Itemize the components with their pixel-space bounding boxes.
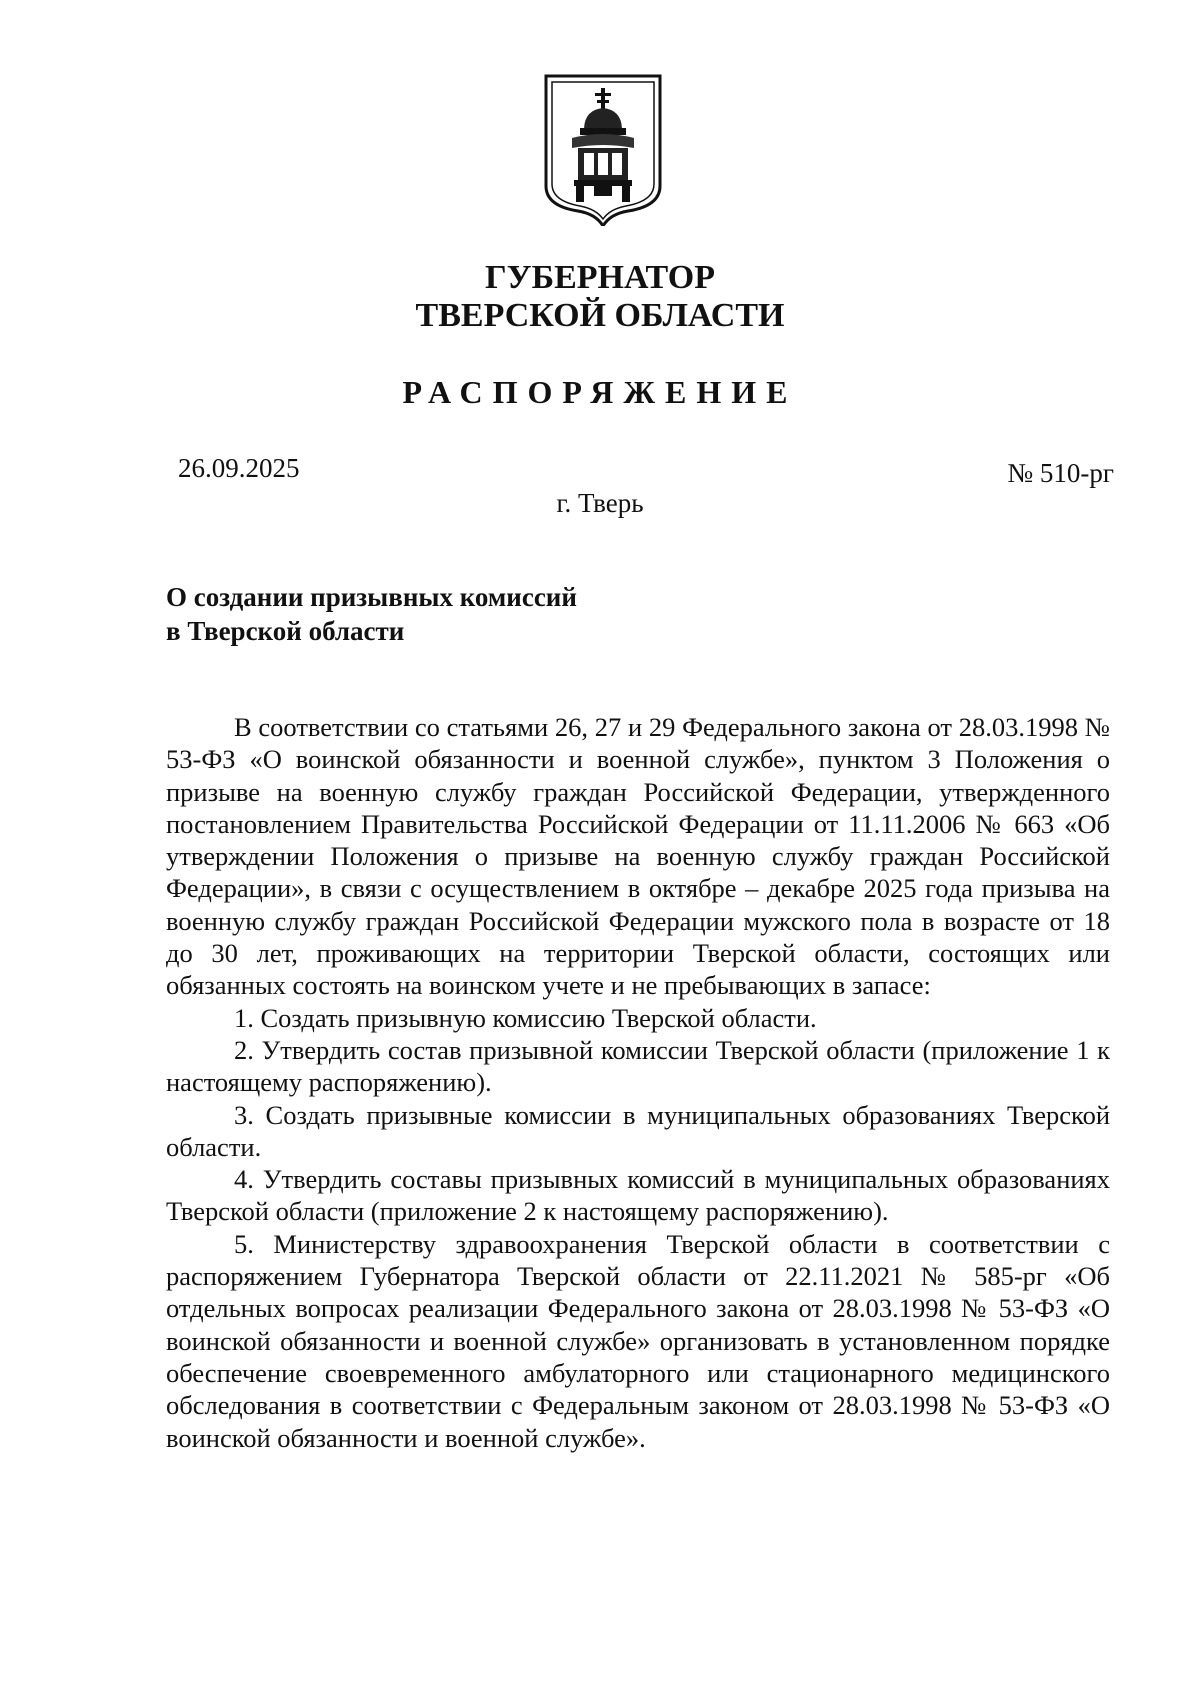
document-title <box>166 580 577 648</box>
tver-coat-of-arms-icon <box>538 68 668 226</box>
document-type: РАСПОРЯЖЕНИЕ <box>402 374 798 410</box>
order-item-3: 3. Создать призывные комиссии в муниципальных образованиях Тверской области. <box>166 1099 1110 1162</box>
document-number: № 510-рг <box>1007 458 1114 488</box>
document-date: 26.09.2025 <box>178 453 300 483</box>
document-body <box>166 711 1110 1454</box>
document-title-line1: О создании призывных комиссий <box>166 582 577 612</box>
preamble-paragraph: В соответствии со статьями 26, 27 и 29 Федерального закона от 28.03.1998 № 53-ФЗ «О воинской обязанности и военной службе», пунктом 3 Положения о призыве на военную службу граждан Российской Федерации, утвержденного постановлением Правительства Российской Федерации от 11.11.2006 № 663 «Об утверждении Положения о призыве на военную службу граждан Российской Федерации», в связи с осуществлением в октябре – декабре 2025 года призыва на военную службу граждан Российской Федерации мужского пола в возрасте от 18 до 30 лет, проживающих на территории Тверской области, состоящих или обязанных состоять на воинском учете и не пребывающих в запасе: <box>166 712 1110 1001</box>
document-city: г. Тверь <box>556 488 644 518</box>
issuer-title-line1: ГУБЕРНАТОР <box>485 259 715 296</box>
document-title-line2: в Тверской области <box>166 616 405 646</box>
order-item-2: 2. Утвердить состав призывной комиссии Тверской области (приложение 1 к настоящему распоряжению). <box>166 1034 1110 1098</box>
issuer-title-line2: ТВЕРСКОЙ ОБЛАСТИ <box>415 297 785 334</box>
order-item-4: 4. Утвердить составы призывных комиссий в муниципальных образованиях Тверской области (приложение 2 к настоящему распоряжению). <box>166 1164 1110 1227</box>
order-item-1: 1. Создать призывную комиссию Тверской области. <box>234 1002 817 1033</box>
order-item-5: 5. Министерству здравоохранения Тверской области в соответствии с распоряжением Губернатора Тверской области от 22.11.2021 № 585-рг «Об отдельных вопросах реализации Федерального закона от 28.03.1998 № 53-ФЗ «О воинской обязанности и военной службе» организовать в установленном порядке обеспечение своевременного амбулаторного или стационарного медицинского обследования в соответствии с Федеральным законом от 28.03.1998 № 53-ФЗ «О воинской обязанности и военной службе». <box>166 1228 1110 1453</box>
